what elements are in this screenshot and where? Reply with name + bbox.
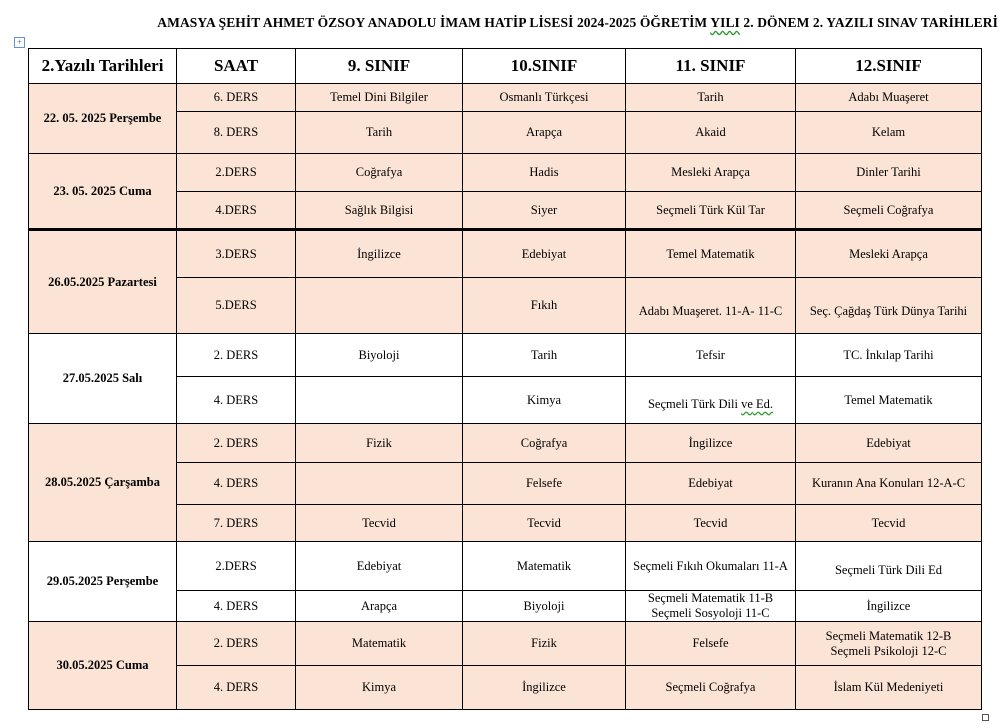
grade-9-cell: Kimya [296,666,463,710]
grade-12-line-1: Seçmeli Matematik 12-B [825,629,952,643]
header-grade-9: 9. SINIF [296,49,463,84]
period-cell: 2.DERS [177,154,296,192]
grade-9-cell [296,377,463,424]
grade-11-line-1: Seçmeli Matematik 11-B [647,591,774,605]
grade-11-cell: Adabı Muaşeret. 11-A- 11-C [626,278,796,334]
elective-text-ed: Ed. [752,396,774,411]
grade-12-cell: Seç. Çağdaş Türk Dünya Tarihi [796,278,982,334]
header-dates: 2.Yazılı Tarihleri [29,49,177,84]
grade-9-cell [296,278,463,334]
grade-12-cell: Mesleki Arapça [796,230,982,278]
table-row [29,230,982,278]
grade-11-line-2: Seçmeli Sosyoloji 11-C [651,606,770,620]
grade-9-cell: Edebiyat [296,542,463,591]
header-grade-10: 10.SINIF [463,49,626,84]
grade-11-cell: Tefsir [626,334,796,377]
grade-12-cell: İslam Kül Medeniyeti [796,666,982,710]
title-text-1: AMASYA ŞEHİT AHMET ÖZSOY ANADOLU İMAM HATİP LİSESİ 2024-2025 ÖĞRETİM [157,15,711,30]
grade-11-cell: Seçmeli Coğrafya [626,666,796,710]
grade-10-cell: Arapça [463,112,626,154]
date-cell: 30.05.2025 Cuma [29,622,177,710]
grade-10-cell: İngilizce [463,666,626,710]
grade-9-cell: Tarih [296,112,463,154]
period-cell: 6. DERS [177,84,296,112]
date-cell: 27.05.2025 Salı [29,334,177,424]
grade-11-cell: İngilizce [626,424,796,463]
grade-12-cell: Edebiyat [796,424,982,463]
grade-11-cell: Seçmeli Fıkıh Okumaları 11-A [626,542,796,591]
elective-text: Seçmeli Türk Dili [647,396,742,411]
grade-12-cell: Seçmeli Türk Dili Ed [796,542,982,591]
period-cell: 7. DERS [177,505,296,542]
grade-12-cell: Tecvid [796,505,982,542]
grade-11-cell: Tecvid [626,505,796,542]
period-cell: 4. DERS [177,377,296,424]
grade-12-cell [796,622,982,666]
grade-9-cell: Sağlık Bilgisi [296,192,463,230]
grade-9-cell: Temel Dini Bilgiler [296,84,463,112]
table-row [29,334,982,377]
grade-10-cell: Tarih [463,334,626,377]
date-cell: 23. 05. 2025 Cuma [29,154,177,230]
header-row [29,49,982,84]
grade-10-cell: Fizik [463,622,626,666]
period-cell: 3.DERS [177,230,296,278]
grade-9-cell [296,463,463,505]
grade-10-cell: Edebiyat [463,230,626,278]
period-cell: 4. DERS [177,591,296,622]
table-move-handle-icon[interactable]: + [14,37,25,48]
grade-11-cell [626,377,796,424]
grade-11-cell [626,591,796,622]
date-cell: 29.05.2025 Perşembe [29,542,177,622]
grade-12-cell: Dinler Tarihi [796,154,982,192]
table-resize-handle-icon[interactable] [982,714,989,721]
grade-12-cell: Kuranın Ana Konuları 12-A-C [796,463,982,505]
title-text-3: 2. DÖNEM 2. YAZILI SINAV TARİHLERİ [739,15,998,30]
grade-9-cell: Matematik [296,622,463,666]
grade-11-cell: Felsefe [626,622,796,666]
header-grade-12: 12.SINIF [796,49,982,84]
grade-12-cell: Seçmeli Coğrafya [796,192,982,230]
header-grade-11: 11. SINIF [626,49,796,84]
table-row [29,542,982,591]
exam-schedule-table [28,48,982,710]
date-cell: 28.05.2025 Çarşamba [29,424,177,542]
grade-9-cell: Biyoloji [296,334,463,377]
period-cell: 2. DERS [177,622,296,666]
period-cell: 2. DERS [177,334,296,377]
grade-11-cell: Mesleki Arapça [626,154,796,192]
period-cell: 2.DERS [177,542,296,591]
page-title [0,15,1006,31]
period-cell: 4.DERS [177,192,296,230]
elective-text-ve: ve [741,396,753,411]
period-cell: 5.DERS [177,278,296,334]
grade-11-cell: Edebiyat [626,463,796,505]
grade-9-cell: Coğrafya [296,154,463,192]
period-cell: 8. DERS [177,112,296,154]
period-cell: 4. DERS [177,666,296,710]
grade-12-cell: Adabı Muaşeret [796,84,982,112]
grade-10-cell: Fıkıh [463,278,626,334]
date-cell: 22. 05. 2025 Perşembe [29,84,177,154]
grade-10-cell: Biyoloji [463,591,626,622]
grade-9-cell: İngilizce [296,230,463,278]
grade-9-cell: Fizik [296,424,463,463]
title-text-2: YILI [710,15,740,30]
grade-12-cell: İngilizce [796,591,982,622]
grade-10-cell: Felsefe [463,463,626,505]
grade-11-cell: Akaid [626,112,796,154]
table-row [29,84,982,112]
grade-10-cell: Hadis [463,154,626,192]
date-cell: 26.05.2025 Pazartesi [29,230,177,334]
grade-10-cell: Siyer [463,192,626,230]
grade-10-cell: Coğrafya [463,424,626,463]
grade-9-cell: Arapça [296,591,463,622]
grade-12-cell: Temel Matematik [796,377,982,424]
grade-12-cell: TC. İnkılap Tarihi [796,334,982,377]
grade-10-cell: Kimya [463,377,626,424]
grade-10-cell: Tecvid [463,505,626,542]
period-cell: 2. DERS [177,424,296,463]
period-cell: 4. DERS [177,463,296,505]
grade-11-cell: Tarih [626,84,796,112]
grade-12-cell: Kelam [796,112,982,154]
grade-11-cell: Seçmeli Türk Kül Tar [626,192,796,230]
grade-11-cell: Temel Matematik [626,230,796,278]
grade-10-cell: Matematik [463,542,626,591]
table-row [29,424,982,463]
table-row [29,154,982,192]
grade-12-line-2: Seçmeli Psikoloji 12-C [830,644,947,658]
table-row [29,622,982,666]
grade-9-cell: Tecvid [296,505,463,542]
grade-10-cell: Osmanlı Türkçesi [463,84,626,112]
header-saat: SAAT [177,49,296,84]
